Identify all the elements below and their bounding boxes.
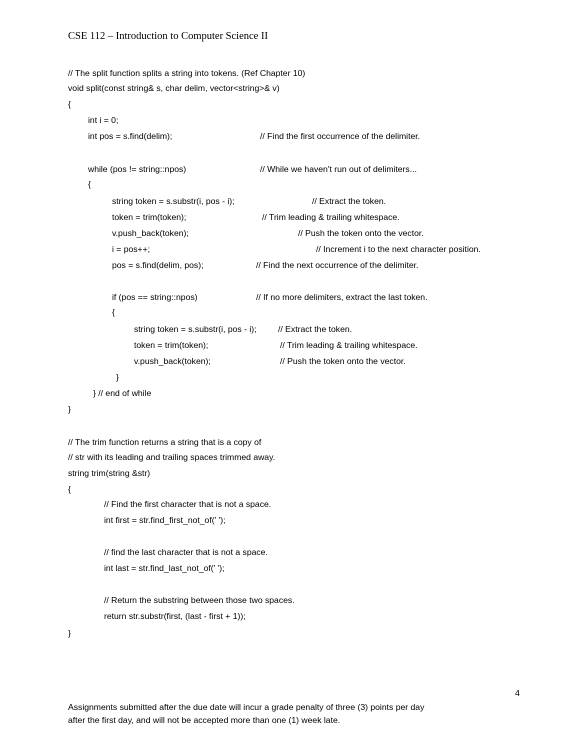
last-token-substr-line: string token = s.substr(i, pos - i); bbox=[134, 324, 257, 334]
split-comment: // The split function splits a string into tokens. (Ref Chapter 10) bbox=[68, 68, 306, 78]
end-of-while: } // end of while bbox=[93, 388, 152, 398]
pos-find-line: pos = s.find(delim, pos); bbox=[112, 260, 204, 270]
while-comment: // While we haven't run out of delimiters... bbox=[260, 164, 417, 174]
i-assign-line: i = pos++; bbox=[112, 244, 150, 254]
split-brace-open: { bbox=[68, 99, 71, 109]
i-assign-comment: // Increment i to the next character position. bbox=[316, 244, 481, 254]
pos-find-comment: // Find the next occurrence of the delimiter. bbox=[256, 260, 419, 270]
page-number: 4 bbox=[515, 688, 520, 698]
push-back-comment: // Push the token onto the vector. bbox=[298, 228, 424, 238]
int-i-line: int i = 0; bbox=[88, 115, 119, 125]
token-trim-comment: // Trim leading & trailing whitespace. bbox=[262, 212, 400, 222]
if-brace-close: } bbox=[116, 372, 119, 382]
first-line: int first = str.find_first_not_of(' '); bbox=[104, 515, 226, 525]
footer-line-2: after the first day, and will not be accepted more than one (1) week late. bbox=[68, 715, 341, 725]
late-policy-footer bbox=[68, 701, 508, 727]
footer-line-1: Assignments submitted after the due date will incur a grade penalty of three (3) points per day bbox=[68, 702, 425, 712]
last-token-substr-comment: // Extract the token. bbox=[278, 324, 353, 334]
token-trim-line: token = trim(token); bbox=[112, 212, 187, 222]
trim-brace-open: { bbox=[68, 484, 71, 494]
split-brace-close: } bbox=[68, 404, 71, 414]
int-pos-line: int pos = s.find(delim); bbox=[88, 131, 173, 141]
int-pos-comment: // Find the first occurrence of the delimiter. bbox=[260, 131, 421, 141]
if-line: if (pos == string::npos) bbox=[112, 292, 198, 302]
return-comment: // Return the substring between those two spaces. bbox=[104, 595, 295, 605]
token-substr-line: string token = s.substr(i, pos - i); bbox=[112, 196, 235, 206]
last-token-trim-line: token = trim(token); bbox=[134, 340, 209, 350]
first-comment: // Find the first character that is not a space. bbox=[104, 499, 272, 509]
while-brace-open: { bbox=[88, 179, 91, 189]
trim-brace-close: } bbox=[68, 628, 71, 638]
last-line: int last = str.find_last_not_of(' '); bbox=[104, 563, 225, 573]
split-signature: void split(const string& s, char delim, vector<string>& v) bbox=[68, 83, 280, 93]
if-comment: // If no more delimiters, extract the last token. bbox=[256, 292, 428, 302]
trim-signature: string trim(string &str) bbox=[68, 468, 151, 478]
trim-comment-2: // str with its leading and trailing spaces trimmed away. bbox=[68, 452, 276, 462]
last-comment: // find the last character that is not a space. bbox=[104, 547, 268, 557]
last-push-back-comment: // Push the token onto the vector. bbox=[280, 356, 406, 366]
push-back-line: v.push_back(token); bbox=[112, 228, 189, 238]
while-line: while (pos != string::npos) bbox=[88, 164, 187, 174]
return-line: return str.substr(first, (last - first + 1)); bbox=[104, 611, 246, 621]
if-brace-open: { bbox=[112, 307, 115, 317]
last-push-back-line: v.push_back(token); bbox=[134, 356, 211, 366]
last-token-trim-comment: // Trim leading & trailing whitespace. bbox=[280, 340, 418, 350]
course-header: CSE 112 – Introduction to Computer Science II bbox=[68, 31, 268, 42]
trim-comment-1: // The trim function returns a string that is a copy of bbox=[68, 437, 262, 447]
token-substr-comment: // Extract the token. bbox=[312, 196, 387, 206]
